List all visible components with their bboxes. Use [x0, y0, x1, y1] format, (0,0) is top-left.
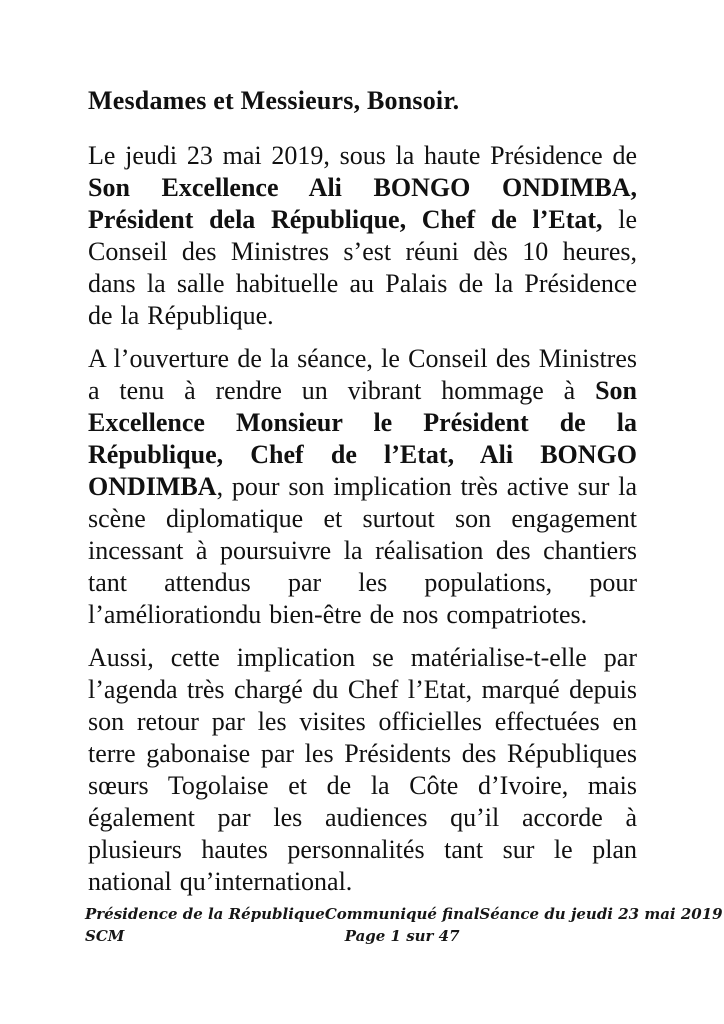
footer-session-date: Séance du jeudi 23 mai 2019 [479, 905, 723, 923]
paragraph-hommage [88, 343, 637, 631]
footer-center [325, 903, 480, 947]
salutation-heading: Mesdames et Messieurs, Bonsoir. [88, 86, 460, 115]
paragraph-hommage-text-1: A l’ouverture de la séance, le Conseil des Ministres a tenu à rendre un vibrant hommage à [88, 344, 637, 405]
paragraph-agenda [88, 642, 637, 898]
footer-page-number: Page 1 sur 47 [344, 927, 460, 945]
paragraph-opening-text-2: le Conseil des Ministres s’est réuni dès 10 heures, dans la salle habituelle au Palais de la Présidence de la République. [88, 205, 637, 330]
footer-service-code: SCM [85, 927, 125, 945]
paragraph-hommage-text-2: , pour son implication très active sur la scène diplomatique et surtout son engagement incessant à poursuivre la réalisation des chantiers tant attendus par les populations, pour l’améliorationdu bien-être de nos compatriotes. [88, 472, 637, 629]
paragraph-agenda-text: Aussi, cette implication se matérialise-t-elle par l’agenda très chargé du Chef l’Etat, marqué depuis son retour par les visites officielles effectuées en terre gabonaise par les Présidents des Républiques sœurs Togolaise et de la Côte d’Ivoire, mais également par les audiences qu’il accorde à plusieurs hautes personnalités tant sur le plan national qu’international. [88, 643, 637, 896]
footer-document-title: Communiqué final [324, 905, 480, 923]
footer-institution: Présidence de la République [85, 905, 325, 923]
paragraph-opening-text-1: Le jeudi 23 mai 2019, sous la haute Présidence de [88, 141, 637, 170]
paragraph-opening [88, 140, 637, 332]
paragraph-opening-bold-president-title: Son Excellence Ali BONGO ONDIMBA, Président dela République, Chef de l’Etat, [88, 173, 637, 234]
footer-right [479, 903, 722, 925]
footer-left [85, 903, 325, 947]
paragraph-hommage-bold-president-title: Son Excellence Monsieur le Président de la République, Chef de l’Etat, Ali BONGO ONDIMBA [88, 376, 637, 501]
page-footer [85, 903, 723, 947]
